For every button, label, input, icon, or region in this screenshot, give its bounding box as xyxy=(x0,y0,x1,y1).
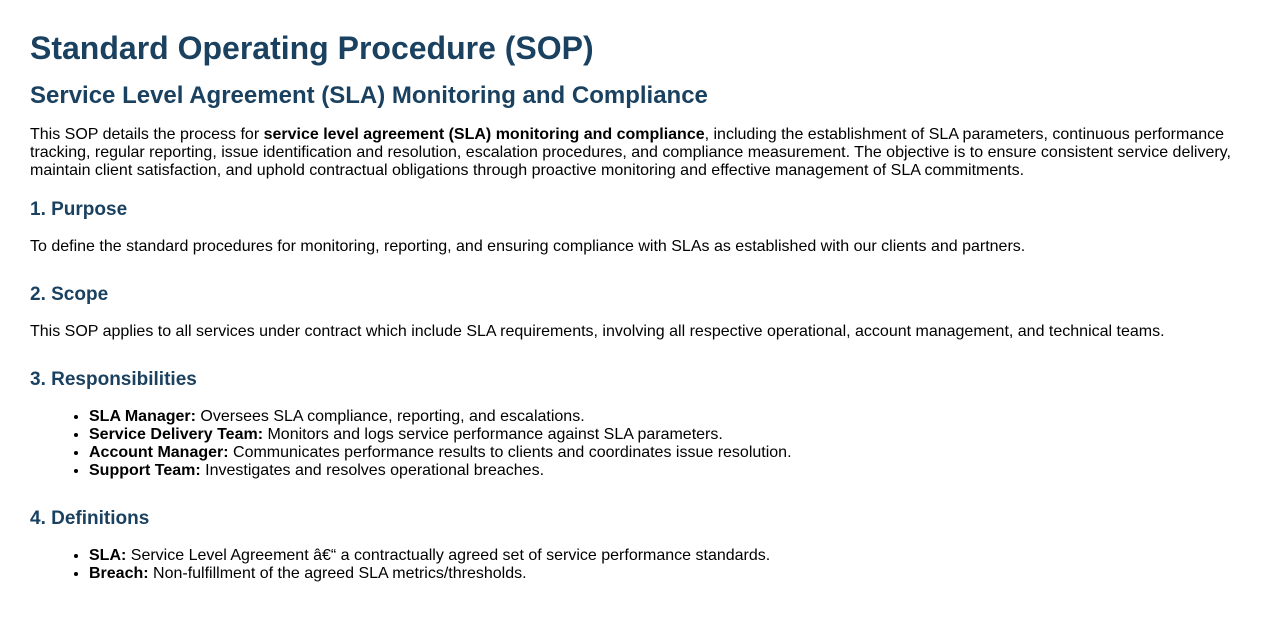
purpose-heading: 1. Purpose xyxy=(30,199,128,220)
list-item-desc: Investigates and resolves operational breaches. xyxy=(200,462,545,479)
list-item-term: Support Team: xyxy=(89,462,201,479)
intro-prefix: This SOP details the process for xyxy=(30,126,264,143)
intro-paragraph xyxy=(30,126,1233,180)
scope-text: This SOP applies to all services under contract which include SLA requirements, involving all respective operational, account management, and technical teams. xyxy=(30,323,1165,340)
document-title: Standard Operating Procedure (SOP) xyxy=(30,30,594,66)
list-item xyxy=(89,408,1233,426)
list-item-term: SLA: xyxy=(89,547,127,564)
list-item-desc: Non-fulfillment of the agreed SLA metrics/thresholds. xyxy=(148,565,527,582)
purpose-text: To define the standard procedures for monitoring, reporting, and ensuring compliance with SLAs as established with our clients and partners. xyxy=(30,238,1026,255)
list-item-desc: Communicates performance results to clients and coordinates issue resolution. xyxy=(228,444,792,461)
list-item-term: Breach: xyxy=(89,565,149,582)
document-subtitle: Service Level Agreement (SLA) Monitoring and Compliance xyxy=(30,82,708,109)
responsibilities-list xyxy=(30,408,1233,480)
responsibilities-heading: 3. Responsibilities xyxy=(30,369,197,390)
list-item-term: Account Manager: xyxy=(89,444,229,461)
list-item-desc: Oversees SLA compliance, reporting, and escalations. xyxy=(195,408,585,425)
list-item xyxy=(89,444,1233,462)
definitions-list xyxy=(30,547,1233,583)
intro-suffix: , including the establishment of SLA parameters, continuous performance tracking, regular reporting, issue identification and resolution, escalation procedures, and compliance measurement. The objective is to ensure consistent service delivery, maintain client satisfaction, and uphold contractual obligations through proactive monitoring and effective management of SLA commitments. xyxy=(30,126,1231,179)
list-item xyxy=(89,462,1233,480)
list-item-desc: Monitors and logs service performance against SLA parameters. xyxy=(263,426,723,443)
intro-bold-phrase: service level agreement (SLA) monitoring and compliance xyxy=(263,126,705,143)
scope-heading: 2. Scope xyxy=(30,284,109,305)
definitions-heading: 4. Definitions xyxy=(30,508,150,529)
list-item xyxy=(89,426,1233,444)
list-item-term: SLA Manager: xyxy=(89,408,196,425)
list-item xyxy=(89,565,1233,583)
list-item xyxy=(89,547,1233,565)
list-item-desc: Service Level Agreement â€“ a contractually agreed set of service performance standards. xyxy=(126,547,771,564)
list-item-term: Service Delivery Team: xyxy=(89,426,264,443)
